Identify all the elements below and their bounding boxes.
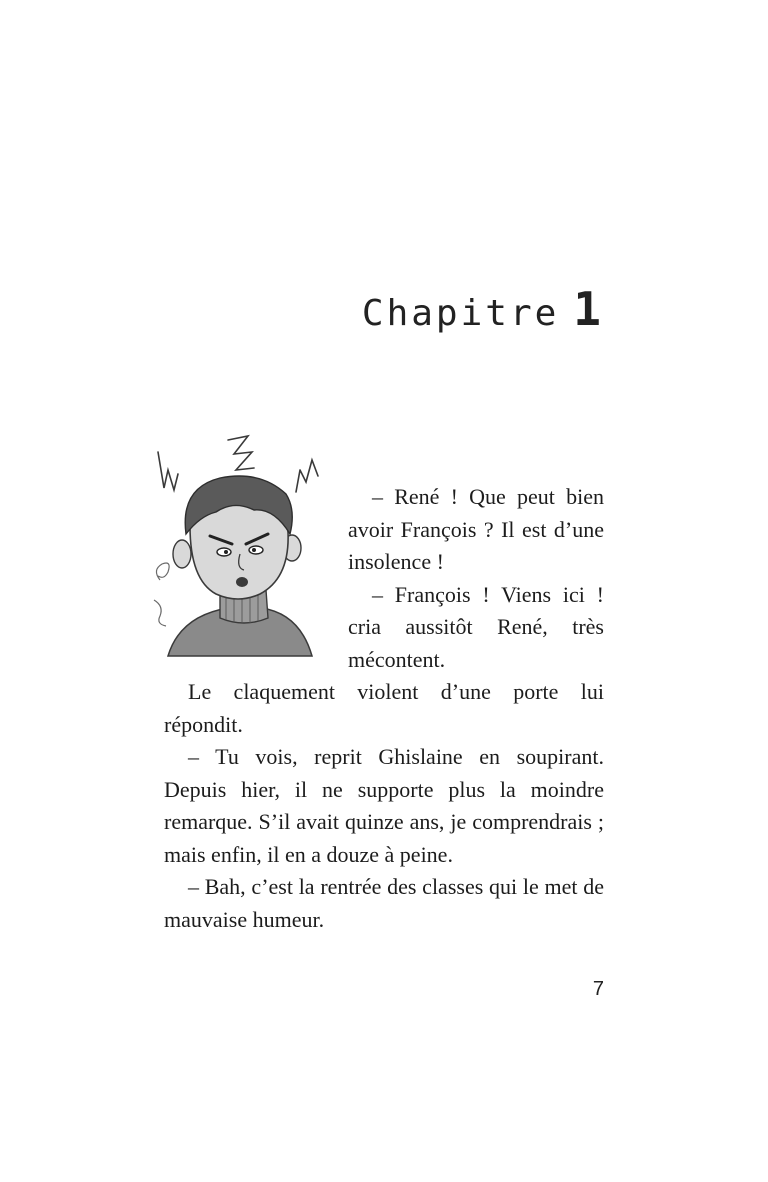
shouting-mouth: [236, 577, 248, 587]
page-number: 7: [592, 978, 604, 1000]
paragraph: – Bah, c’est la rentrée des classes qui le met de mauvaise humeur.: [164, 874, 604, 932]
chapter-number: 1: [573, 282, 604, 336]
steam-swirl: [154, 563, 169, 626]
angry-boy-illustration: [150, 430, 320, 666]
chapter-word: Chapitre: [361, 293, 560, 334]
left-ear: [173, 540, 191, 568]
paragraph: – Tu vois, reprit Ghislaine en soupirant. Depuis hier, il ne supporte plus la moindre remarque. S’il avait quinze ans, je comprendrais ; mais enfin, il en a douze à peine.: [164, 744, 604, 867]
narrow-text-column: [348, 481, 604, 676]
chapter-heading: [362, 282, 604, 336]
paragraph: – François ! Viens ici ! cria aussitôt René, très mécontent.: [348, 581, 604, 672]
paragraph: Le claquement violent d’une porte lui répondit.: [164, 679, 604, 737]
paragraph: – René ! Que peut bien avoir François ? Il est d’une insolence !: [348, 484, 604, 574]
main-text-column: [164, 676, 604, 936]
